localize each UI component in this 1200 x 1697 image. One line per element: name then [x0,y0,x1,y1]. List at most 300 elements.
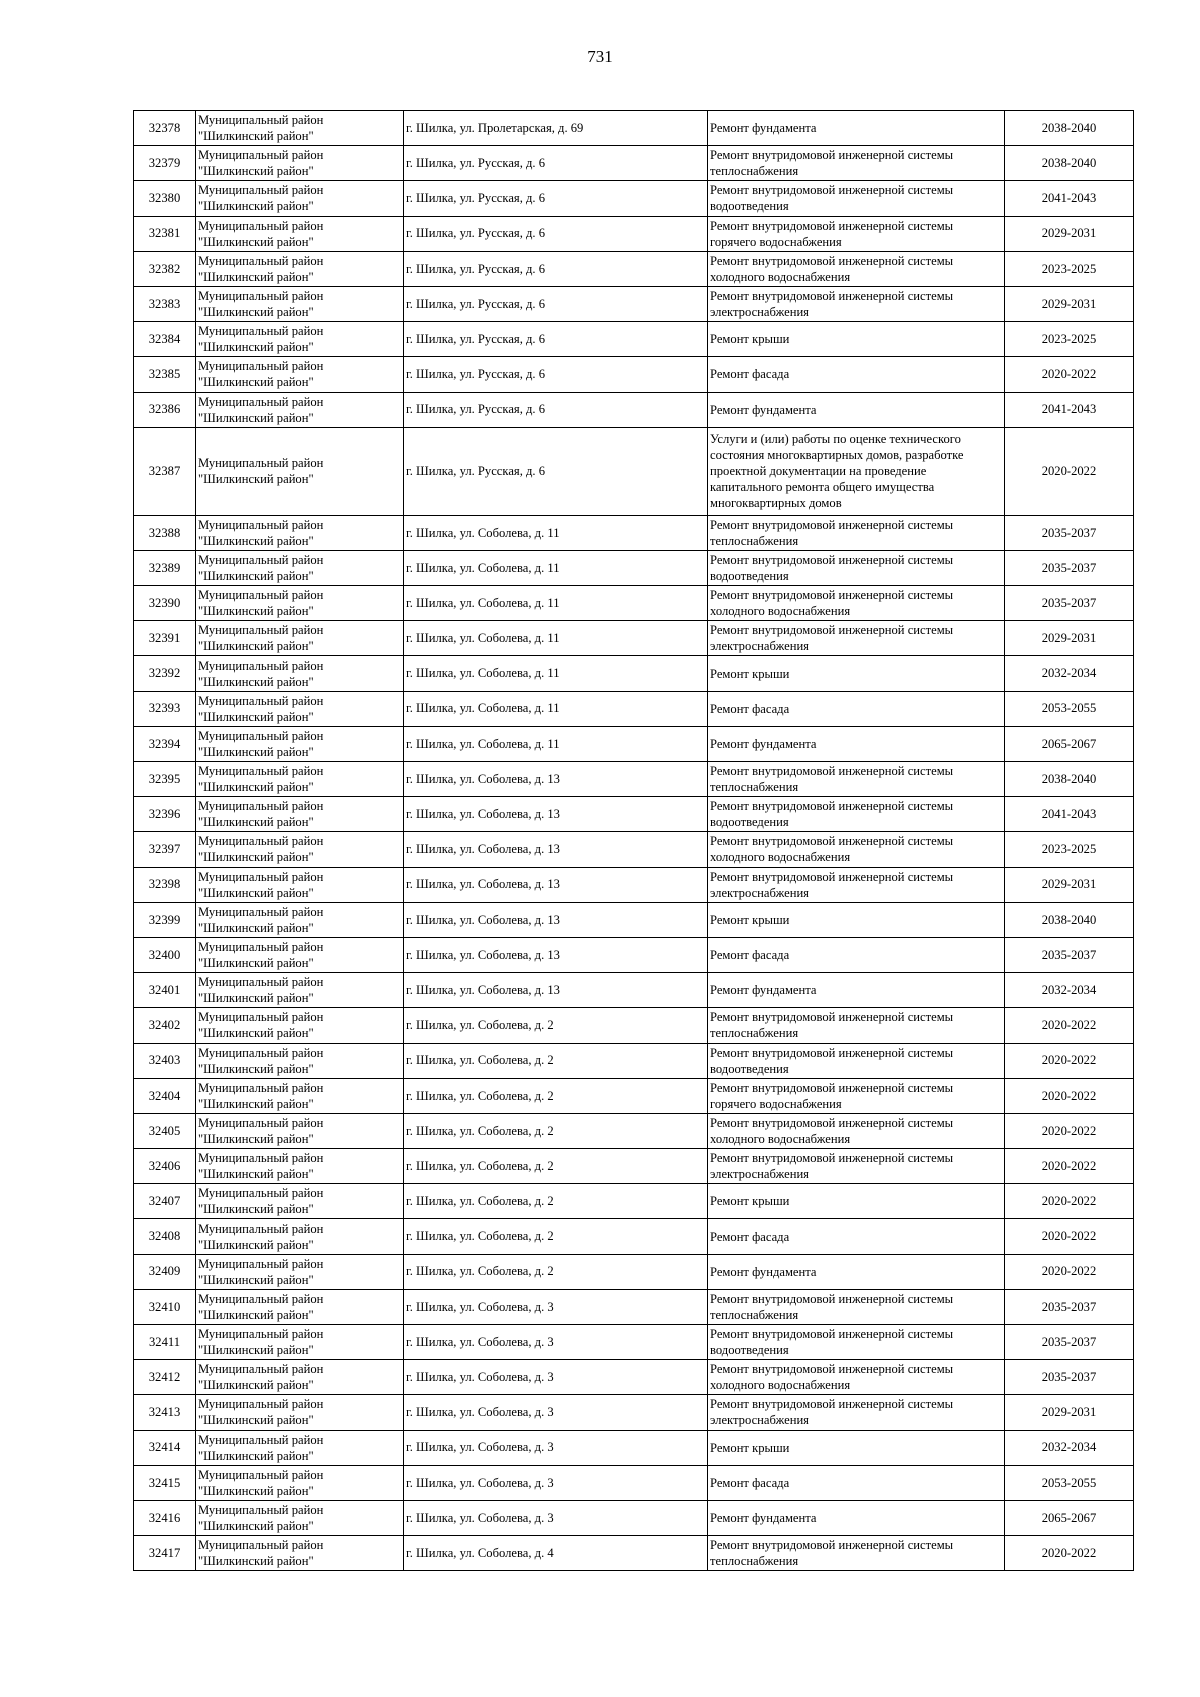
row-number-cell [134,550,196,585]
period-cell-text: 2029-2031 [1041,631,1097,646]
period-cell [1005,146,1134,181]
municipality-cell-text: Муниципальный район "Шилкинский район" [198,975,324,1006]
row-number-cell [134,1430,196,1465]
municipality-cell-text: Муниципальный район "Шилкинский район" [198,1538,324,1569]
municipality-cell-text: Муниципальный район "Шилкинский район" [198,1503,324,1534]
row-number-cell-text: 32401 [148,982,181,997]
table-row [134,902,1134,937]
municipality-cell-text: Муниципальный район "Шилкинский район" [198,394,324,425]
period-cell-text: 2038-2040 [1041,771,1097,786]
municipality-cell [196,1149,404,1184]
row-number-cell-text: 32394 [148,736,181,751]
municipality-cell [196,146,404,181]
work-type-cell-text: Ремонт крыши [710,1194,790,1209]
period-cell [1005,656,1134,691]
period-cell-text: 2035-2037 [1041,1334,1097,1349]
row-number-cell-text: 32392 [148,666,181,681]
period-cell-text: 2053-2055 [1041,701,1097,716]
address-cell [404,111,708,146]
municipality-cell-text: Муниципальный район "Шилкинский район" [198,904,324,935]
address-cell [404,1360,708,1395]
row-number-cell [134,1395,196,1430]
period-cell [1005,1113,1134,1148]
row-number-cell [134,216,196,251]
address-cell [404,867,708,902]
row-number-cell [134,1289,196,1324]
period-cell-text: 2038-2040 [1041,912,1097,927]
municipality-cell-text: Муниципальный район "Шилкинский район" [198,253,324,284]
municipality-cell [196,1536,404,1571]
period-cell [1005,1430,1134,1465]
table-row [134,726,1134,761]
work-type-cell-text: Ремонт внутридомовой инженерной системы теплоснабжения [710,1291,954,1322]
work-type-cell [708,111,1005,146]
work-type-cell [708,251,1005,286]
work-type-cell-text: Ремонт внутридомовой инженерной системы холодного водоснабжения [710,1115,954,1146]
row-number-cell [134,656,196,691]
table-row [134,937,1134,972]
address-cell [404,216,708,251]
period-cell-text: 2029-2031 [1041,296,1097,311]
work-type-cell [708,832,1005,867]
row-number-cell [134,937,196,972]
row-number-cell [134,322,196,357]
work-type-cell-text: Ремонт фасада [710,948,790,963]
row-number-cell [134,586,196,621]
municipality-cell-text: Муниципальный район "Шилкинский район" [198,658,324,689]
municipality-cell-text: Муниципальный район "Шилкинский район" [198,1291,324,1322]
period-cell-text: 2032-2034 [1041,666,1097,681]
municipality-cell-text: Муниципальный район "Шилкинский район" [198,764,324,795]
row-number-cell-text: 32416 [148,1510,181,1525]
municipality-cell [196,586,404,621]
row-number-cell [134,1500,196,1535]
period-cell [1005,427,1134,515]
table-row [134,1113,1134,1148]
table-row [134,357,1134,392]
work-type-cell-text: Ремонт внутридомовой инженерной системы теплоснабжения [710,764,954,795]
row-number-cell-text: 32389 [148,560,181,575]
period-cell [1005,1078,1134,1113]
address-cell-text: г. Шилка, ул. Русская, д. 6 [406,463,545,478]
address-cell-text: г. Шилка, ул. Соболева, д. 11 [406,560,560,575]
address-cell-text: г. Шилка, ул. Соболева, д. 3 [406,1334,554,1349]
row-number-cell-text: 32413 [148,1405,181,1420]
period-cell-text: 2020-2022 [1041,1088,1097,1103]
address-cell [404,621,708,656]
municipality-cell-text: Муниципальный район "Шилкинский район" [198,728,324,759]
municipality-cell [196,1254,404,1289]
period-cell-text: 2023-2025 [1041,842,1097,857]
work-type-cell-text: Ремонт крыши [710,666,790,681]
work-type-cell [708,691,1005,726]
work-type-cell [708,726,1005,761]
work-type-cell [708,973,1005,1008]
municipality-cell [196,357,404,392]
row-number-cell-text: 32397 [148,842,181,857]
table-row [134,867,1134,902]
row-number-cell [134,1043,196,1078]
period-cell [1005,762,1134,797]
table-row [134,550,1134,585]
period-cell-text: 2020-2022 [1041,367,1097,382]
work-type-cell-text: Ремонт внутридомовой инженерной системы электроснабжения [710,1397,954,1428]
address-cell-text: г. Шилка, ул. Соболева, д. 11 [406,701,560,716]
address-cell-text: г. Шилка, ул. Соболева, д. 2 [406,1053,554,1068]
table-row [134,1360,1134,1395]
period-cell [1005,216,1134,251]
row-number-cell-text: 32412 [148,1370,181,1385]
municipality-cell-text: Муниципальный район "Шилкинский район" [198,456,324,487]
municipality-cell-text: Муниципальный район "Шилкинский район" [198,148,324,179]
address-cell-text: г. Шилка, ул. Соболева, д. 13 [406,912,560,927]
row-number-cell [134,1149,196,1184]
work-type-cell-text: Ремонт внутридомовой инженерной системы электроснабжения [710,623,954,654]
municipality-cell [196,1325,404,1360]
work-type-cell-text: Ремонт внутридомовой инженерной системы холодного водоснабжения [710,834,954,865]
municipality-cell-text: Муниципальный район "Шилкинский район" [198,183,324,214]
address-cell-text: г. Шилка, ул. Русская, д. 6 [406,331,545,346]
period-cell-text: 2029-2031 [1041,1405,1097,1420]
row-number-cell-text: 32383 [148,296,181,311]
period-cell [1005,691,1134,726]
work-type-cell [708,1078,1005,1113]
table-row [134,1430,1134,1465]
municipality-cell-text: Муниципальный район "Шилкинский район" [198,218,324,249]
address-cell-text: г. Шилка, ул. Соболева, д. 2 [406,1088,554,1103]
table-row [134,251,1134,286]
work-type-cell-text: Ремонт внутридомовой инженерной системы электроснабжения [710,1151,954,1182]
work-type-cell-text: Ремонт внутридомовой инженерной системы теплоснабжения [710,517,954,548]
row-number-cell [134,1008,196,1043]
municipality-cell-text: Муниципальный район "Шилкинский район" [198,869,324,900]
address-cell-text: г. Шилка, ул. Соболева, д. 13 [406,807,560,822]
address-cell-text: г. Шилка, ул. Соболева, д. 2 [406,1264,554,1279]
address-cell-text: г. Шилка, ул. Соболева, д. 4 [406,1545,554,1560]
work-type-cell-text: Ремонт крыши [710,912,790,927]
repair-schedule-table [133,110,1134,1571]
work-type-cell-text: Ремонт фасада [710,367,790,382]
work-type-cell [708,586,1005,621]
municipality-cell-text: Муниципальный район "Шилкинский район" [198,1010,324,1041]
address-cell [404,515,708,550]
row-number-cell-text: 32395 [148,771,181,786]
row-number-cell-text: 32380 [148,191,181,206]
table-row [134,1395,1134,1430]
work-type-cell [708,1500,1005,1535]
work-type-cell-text: Ремонт внутридомовой инженерной системы теплоснабжения [710,1010,954,1041]
period-cell-text: 2020-2022 [1041,1194,1097,1209]
municipality-cell [196,427,404,515]
municipality-cell-text: Муниципальный район "Шилкинский район" [198,517,324,548]
work-type-cell [708,550,1005,585]
row-number-cell [134,1219,196,1254]
row-number-cell-text: 32411 [148,1334,181,1349]
work-type-cell [708,1360,1005,1395]
municipality-cell-text: Муниципальный район "Шилкинский район" [198,1432,324,1463]
period-cell-text: 2053-2055 [1041,1475,1097,1490]
table-row [134,832,1134,867]
address-cell [404,1184,708,1219]
period-cell-text: 2032-2034 [1041,1440,1097,1455]
municipality-cell-text: Муниципальный район "Шилкинский район" [198,1362,324,1393]
municipality-cell-text: Муниципальный район "Шилкинский район" [198,359,324,390]
period-cell [1005,1500,1134,1535]
row-number-cell [134,392,196,427]
address-cell-text: г. Шилка, ул. Пролетарская, д. 69 [406,120,584,135]
row-number-cell [134,1465,196,1500]
address-cell-text: г. Шилка, ул. Соболева, д. 13 [406,947,560,962]
period-cell [1005,1536,1134,1571]
address-cell [404,357,708,392]
address-cell-text: г. Шилка, ул. Соболева, д. 3 [406,1299,554,1314]
work-type-cell-text: Ремонт внутридомовой инженерной системы электроснабжения [710,289,954,320]
period-cell [1005,322,1134,357]
work-type-cell [708,1430,1005,1465]
municipality-cell-text: Муниципальный район "Шилкинский район" [198,289,324,320]
address-cell [404,1008,708,1043]
work-type-cell-text: Ремонт фундамента [710,1511,817,1526]
municipality-cell-text: Муниципальный район "Шилкинский район" [198,1186,324,1217]
municipality-cell [196,322,404,357]
period-cell [1005,1149,1134,1184]
municipality-cell [196,1008,404,1043]
municipality-cell [196,1113,404,1148]
address-cell-text: г. Шилка, ул. Русская, д. 6 [406,402,545,417]
address-cell-text: г. Шилка, ул. Соболева, д. 11 [406,666,560,681]
address-cell [404,181,708,216]
work-type-cell-text: Ремонт фундамента [710,983,817,998]
work-type-cell-text: Ремонт фундамента [710,402,817,417]
municipality-cell-text: Муниципальный район "Шилкинский район" [198,588,324,619]
municipality-cell [196,1219,404,1254]
table-row [134,1219,1134,1254]
municipality-cell [196,762,404,797]
work-type-cell-text: Ремонт внутридомовой инженерной системы теплоснабжения [710,1538,954,1569]
municipality-cell [196,111,404,146]
address-cell [404,1536,708,1571]
address-cell-text: г. Шилка, ул. Соболева, д. 13 [406,842,560,857]
work-type-cell [708,902,1005,937]
work-type-cell-text: Ремонт фундамента [710,736,817,751]
address-cell [404,146,708,181]
work-type-cell-text: Ремонт внутридомовой инженерной системы холодного водоснабжения [710,253,954,284]
row-number-cell-text: 32391 [148,631,181,646]
row-number-cell [134,867,196,902]
row-number-cell [134,1360,196,1395]
row-number-cell [134,1184,196,1219]
work-type-cell-text: Ремонт крыши [710,332,790,347]
period-cell-text: 2020-2022 [1041,1123,1097,1138]
table-row [134,286,1134,321]
row-number-cell-text: 32379 [148,156,181,171]
period-cell-text: 2029-2031 [1041,877,1097,892]
address-cell [404,902,708,937]
table-row [134,1078,1134,1113]
work-type-cell-text: Ремонт внутридомовой инженерной системы водоотведения [710,799,954,830]
address-cell [404,392,708,427]
address-cell [404,1219,708,1254]
period-cell [1005,111,1134,146]
period-cell-text: 2023-2025 [1041,261,1097,276]
municipality-cell [196,867,404,902]
row-number-cell [134,1536,196,1571]
municipality-cell [196,1360,404,1395]
period-cell [1005,1465,1134,1500]
work-type-cell [708,1536,1005,1571]
period-cell [1005,286,1134,321]
row-number-cell [134,427,196,515]
address-cell-text: г. Шилка, ул. Соболева, д. 2 [406,1123,554,1138]
period-cell-text: 2035-2037 [1041,947,1097,962]
row-number-cell-text: 32385 [148,367,181,382]
work-type-cell-text: Услуги и (или) работы по оценке технического состояния многоквартирных домов, разработке проектной документации на проведение капитального ремонта общего имущества многоквартирных домов [710,432,964,511]
period-cell-text: 2038-2040 [1041,156,1097,171]
row-number-cell-text: 32406 [148,1158,181,1173]
period-cell-text: 2020-2022 [1041,1545,1097,1560]
municipality-cell-text: Муниципальный район "Шилкинский район" [198,1327,324,1358]
row-number-cell [134,181,196,216]
row-number-cell [134,726,196,761]
work-type-cell-text: Ремонт внутридомовой инженерной системы водоотведения [710,1327,954,1358]
period-cell [1005,973,1134,1008]
address-cell [404,286,708,321]
period-cell [1005,392,1134,427]
work-type-cell [708,656,1005,691]
municipality-cell-text: Муниципальный район "Шилкинский район" [198,693,324,724]
municipality-cell [196,832,404,867]
municipality-cell-text: Муниципальный район "Шилкинский район" [198,113,324,144]
work-type-cell [708,515,1005,550]
table-row [134,515,1134,550]
period-cell-text: 2035-2037 [1041,1370,1097,1385]
work-type-cell-text: Ремонт фасада [710,1229,790,1244]
address-cell-text: г. Шилка, ул. Русская, д. 6 [406,191,545,206]
table-body [134,111,1134,1571]
municipality-cell-text: Муниципальный район "Шилкинский район" [198,324,324,355]
row-number-cell-text: 32382 [148,261,181,276]
work-type-cell [708,216,1005,251]
table-row [134,656,1134,691]
address-cell [404,797,708,832]
address-cell [404,1500,708,1535]
row-number-cell [134,1078,196,1113]
work-type-cell [708,392,1005,427]
address-cell [404,691,708,726]
municipality-cell [196,1500,404,1535]
row-number-cell-text: 32393 [148,701,181,716]
period-cell-text: 2020-2022 [1041,1229,1097,1244]
municipality-cell-text: Муниципальный район "Шилкинский район" [198,834,324,865]
work-type-cell [708,1149,1005,1184]
table-row [134,1465,1134,1500]
work-type-cell [708,1219,1005,1254]
period-cell-text: 2020-2022 [1041,1053,1097,1068]
address-cell-text: г. Шилка, ул. Соболева, д. 3 [406,1405,554,1420]
address-cell-text: г. Шилка, ул. Соболева, д. 2 [406,1194,554,1209]
table-row [134,1536,1134,1571]
municipality-cell-text: Муниципальный район "Шилкинский район" [198,1221,324,1252]
period-cell-text: 2032-2034 [1041,982,1097,997]
address-cell-text: г. Шилка, ул. Соболева, д. 11 [406,595,560,610]
row-number-cell-text: 32415 [148,1475,181,1490]
row-number-cell-text: 32400 [148,947,181,962]
work-type-cell [708,1113,1005,1148]
period-cell [1005,1184,1134,1219]
table-row [134,181,1134,216]
table-row [134,1325,1134,1360]
address-cell [404,1325,708,1360]
address-cell-text: г. Шилка, ул. Соболева, д. 3 [406,1475,554,1490]
address-cell [404,1254,708,1289]
work-type-cell [708,181,1005,216]
municipality-cell [196,1465,404,1500]
address-cell-text: г. Шилка, ул. Соболева, д. 3 [406,1370,554,1385]
municipality-cell-text: Муниципальный район "Шилкинский район" [198,799,324,830]
table-row [134,691,1134,726]
address-cell-text: г. Шилка, ул. Русская, д. 6 [406,261,545,276]
work-type-cell [708,322,1005,357]
row-number-cell-text: 32386 [148,402,181,417]
municipality-cell [196,1430,404,1465]
table-row [134,1043,1134,1078]
row-number-cell-text: 32403 [148,1053,181,1068]
municipality-cell [196,656,404,691]
row-number-cell-text: 32407 [148,1194,181,1209]
work-type-cell [708,1008,1005,1043]
municipality-cell-text: Муниципальный район "Шилкинский район" [198,1397,324,1428]
row-number-cell-text: 32399 [148,912,181,927]
address-cell [404,1289,708,1324]
municipality-cell-text: Муниципальный район "Шилкинский район" [198,1080,324,1111]
table-row [134,973,1134,1008]
period-cell-text: 2041-2043 [1041,191,1097,206]
work-type-cell-text: Ремонт внутридомовой инженерной системы горячего водоснабжения [710,218,954,249]
work-type-cell [708,357,1005,392]
municipality-cell [196,251,404,286]
municipality-cell [196,726,404,761]
row-number-cell [134,832,196,867]
work-type-cell [708,797,1005,832]
period-cell [1005,1395,1134,1430]
period-cell-text: 2041-2043 [1041,807,1097,822]
work-type-cell-text: Ремонт фасада [710,701,790,716]
address-cell [404,1149,708,1184]
row-number-cell [134,1113,196,1148]
address-cell [404,832,708,867]
work-type-cell [708,1289,1005,1324]
row-number-cell [134,146,196,181]
municipality-cell-text: Муниципальный район "Шилкинский район" [198,1467,324,1498]
row-number-cell [134,286,196,321]
period-cell [1005,902,1134,937]
period-cell [1005,1008,1134,1043]
work-type-cell-text: Ремонт внутридомовой инженерной системы горячего водоснабжения [710,1080,954,1111]
address-cell [404,1430,708,1465]
period-cell [1005,1219,1134,1254]
table-row [134,392,1134,427]
address-cell [404,322,708,357]
municipality-cell-text: Муниципальный район "Шилкинский район" [198,1256,324,1287]
table-row [134,1289,1134,1324]
row-number-cell [134,1325,196,1360]
period-cell [1005,1254,1134,1289]
row-number-cell-text: 32409 [148,1264,181,1279]
table-row [134,797,1134,832]
table-row [134,427,1134,515]
row-number-cell-text: 32402 [148,1018,181,1033]
address-cell-text: г. Шилка, ул. Русская, д. 6 [406,156,545,171]
